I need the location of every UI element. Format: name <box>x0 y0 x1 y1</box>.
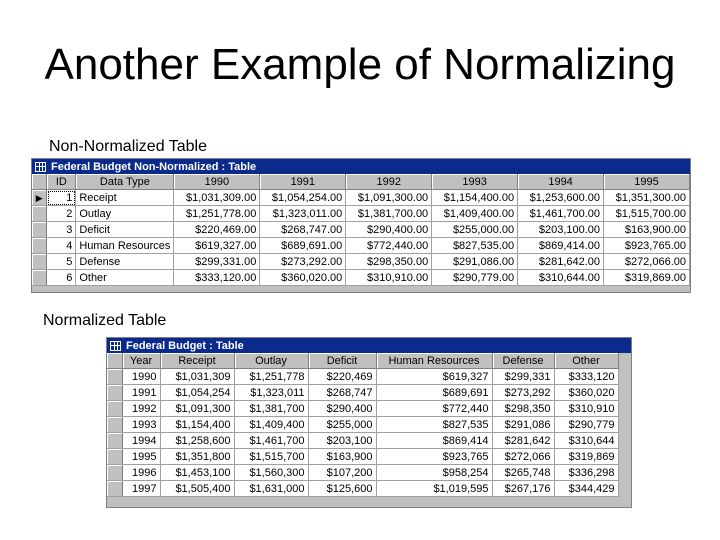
amount-cell[interactable]: $360,020 <box>554 385 618 401</box>
year-cell[interactable]: 1996 <box>122 465 160 481</box>
record-selector[interactable] <box>107 465 122 481</box>
amount-cell[interactable]: $299,331.00 <box>174 254 260 270</box>
table-icon <box>110 341 121 351</box>
amount-cell[interactable]: $827,535 <box>376 417 492 433</box>
amount-cell[interactable]: $291,086.00 <box>432 254 518 270</box>
column-header[interactable]: Receipt <box>160 353 234 369</box>
amount-cell[interactable]: $1,453,100 <box>160 465 234 481</box>
amount-cell[interactable]: $1,154,400 <box>160 417 234 433</box>
record-selector[interactable] <box>107 417 122 433</box>
amount-cell[interactable]: $1,409,400.00 <box>432 206 518 222</box>
table-row[interactable] <box>107 385 618 401</box>
amount-cell[interactable]: $281,642 <box>492 433 554 449</box>
id-cell[interactable]: 6 <box>47 270 76 286</box>
select-all-corner[interactable] <box>32 174 47 190</box>
year-cell[interactable]: 1993 <box>122 417 160 433</box>
record-selector[interactable] <box>32 238 47 254</box>
amount-cell[interactable]: $1,505,400 <box>160 481 234 497</box>
record-selector[interactable] <box>107 385 122 401</box>
amount-cell[interactable]: $958,254 <box>376 465 492 481</box>
column-header[interactable]: Other <box>554 353 618 369</box>
amount-cell[interactable]: $1,461,700 <box>234 433 308 449</box>
non-normalized-window-title: Federal Budget Non-Normalized : Table <box>51 160 257 173</box>
table-icon <box>35 162 46 172</box>
non-normalized-table-window[interactable] <box>31 158 691 293</box>
amount-cell[interactable]: $273,292 <box>492 385 554 401</box>
amount-cell[interactable]: $333,120 <box>554 369 618 385</box>
normalized-titlebar[interactable] <box>107 338 631 353</box>
amount-cell[interactable]: $1,461,700.00 <box>518 206 604 222</box>
amount-cell[interactable]: $268,747 <box>308 385 376 401</box>
amount-cell[interactable]: $319,869 <box>554 449 618 465</box>
amount-cell[interactable]: $360,020.00 <box>260 270 346 286</box>
record-selector[interactable] <box>107 369 122 385</box>
amount-cell[interactable]: $923,765 <box>376 449 492 465</box>
amount-cell[interactable]: $291,086 <box>492 417 554 433</box>
year-cell[interactable]: 1991 <box>122 385 160 401</box>
normalized-grid <box>107 353 619 497</box>
data-type-cell[interactable]: Receipt <box>76 190 174 206</box>
amount-cell[interactable]: $107,200 <box>308 465 376 481</box>
amount-cell[interactable]: $310,644.00 <box>518 270 604 286</box>
amount-cell[interactable]: $869,414 <box>376 433 492 449</box>
amount-cell[interactable]: $290,400.00 <box>346 222 432 238</box>
amount-cell[interactable]: $1,515,700 <box>234 449 308 465</box>
amount-cell[interactable]: $290,779 <box>554 417 618 433</box>
amount-cell[interactable]: $298,350.00 <box>346 254 432 270</box>
amount-cell[interactable]: $689,691.00 <box>260 238 346 254</box>
table-row[interactable] <box>32 270 690 286</box>
amount-cell[interactable]: $344,429 <box>554 481 618 497</box>
amount-cell[interactable]: $1,091,300 <box>160 401 234 417</box>
table-row[interactable] <box>32 190 690 206</box>
data-type-cell[interactable]: Defense <box>76 254 174 270</box>
record-selector[interactable] <box>107 401 122 417</box>
amount-cell[interactable]: $299,331 <box>492 369 554 385</box>
amount-cell[interactable]: $1,031,309.00 <box>174 190 260 206</box>
id-cell[interactable]: 5 <box>47 254 76 270</box>
record-selector[interactable] <box>107 481 122 497</box>
year-cell[interactable]: 1992 <box>122 401 160 417</box>
year-cell[interactable]: 1994 <box>122 433 160 449</box>
amount-cell[interactable]: $1,154,400.00 <box>432 190 518 206</box>
table-row[interactable] <box>107 465 618 481</box>
table-row[interactable] <box>107 417 618 433</box>
amount-cell[interactable]: $1,381,700 <box>234 401 308 417</box>
column-header[interactable]: Year <box>122 353 160 369</box>
amount-cell[interactable]: $267,176 <box>492 481 554 497</box>
non-normalized-label: Non-Normalized Table <box>49 138 207 155</box>
table-row[interactable] <box>107 449 618 465</box>
table-row[interactable] <box>32 238 690 254</box>
data-type-cell[interactable]: Other <box>76 270 174 286</box>
amount-cell[interactable]: $203,100 <box>308 433 376 449</box>
amount-cell[interactable]: $255,000 <box>308 417 376 433</box>
record-selector[interactable] <box>32 222 47 238</box>
amount-cell[interactable]: $1,251,778.00 <box>174 206 260 222</box>
id-cell[interactable]: 2 <box>47 206 76 222</box>
column-header[interactable]: Defense <box>492 353 554 369</box>
amount-cell[interactable]: $1,515,700.00 <box>604 206 690 222</box>
amount-cell[interactable]: $1,251,778 <box>234 369 308 385</box>
id-cell[interactable]: 1 <box>47 190 76 206</box>
amount-cell[interactable]: $255,000.00 <box>432 222 518 238</box>
select-all-corner[interactable] <box>107 353 122 369</box>
column-header[interactable]: Outlay <box>234 353 308 369</box>
column-header[interactable]: 1992 <box>346 174 432 190</box>
amount-cell[interactable]: $310,910.00 <box>346 270 432 286</box>
amount-cell[interactable]: $290,779.00 <box>432 270 518 286</box>
non-normalized-titlebar[interactable] <box>32 159 690 174</box>
record-selector[interactable] <box>32 254 47 270</box>
id-cell[interactable]: 4 <box>47 238 76 254</box>
year-cell[interactable]: 1997 <box>122 481 160 497</box>
amount-cell[interactable]: $310,644 <box>554 433 618 449</box>
table-row[interactable] <box>107 401 618 417</box>
amount-cell[interactable]: $163,900.00 <box>604 222 690 238</box>
amount-cell[interactable]: $827,535.00 <box>432 238 518 254</box>
record-selector[interactable] <box>107 449 122 465</box>
amount-cell[interactable]: $220,469.00 <box>174 222 260 238</box>
amount-cell[interactable]: $1,091,300.00 <box>346 190 432 206</box>
amount-cell[interactable]: $1,351,800 <box>160 449 234 465</box>
amount-cell[interactable]: $333,120.00 <box>174 270 260 286</box>
year-cell[interactable]: 1995 <box>122 449 160 465</box>
normalized-window-title: Federal Budget : Table <box>126 339 244 352</box>
non-normalized-header-row <box>32 174 690 190</box>
amount-cell[interactable]: $1,351,300.00 <box>604 190 690 206</box>
amount-cell[interactable]: $220,469 <box>308 369 376 385</box>
column-header[interactable]: 1995 <box>604 174 690 190</box>
column-header[interactable]: 1991 <box>260 174 346 190</box>
amount-cell[interactable]: $273,292.00 <box>260 254 346 270</box>
normalized-header-row <box>107 353 618 369</box>
column-header[interactable]: 1994 <box>518 174 604 190</box>
table-row[interactable] <box>32 222 690 238</box>
amount-cell[interactable]: $272,066.00 <box>604 254 690 270</box>
table-row[interactable] <box>107 481 618 497</box>
amount-cell[interactable]: $1,323,011 <box>234 385 308 401</box>
amount-cell[interactable]: $619,327.00 <box>174 238 260 254</box>
table-row[interactable] <box>107 433 618 449</box>
amount-cell[interactable]: $869,414.00 <box>518 238 604 254</box>
amount-cell[interactable]: $1,031,309 <box>160 369 234 385</box>
amount-cell[interactable]: $1,054,254.00 <box>260 190 346 206</box>
amount-cell[interactable]: $1,258,600 <box>160 433 234 449</box>
table-row[interactable] <box>32 254 690 270</box>
data-type-cell[interactable]: Outlay <box>76 206 174 222</box>
column-header[interactable]: ID <box>47 174 76 190</box>
record-selector[interactable] <box>107 433 122 449</box>
amount-cell[interactable]: $272,066 <box>492 449 554 465</box>
record-selector[interactable] <box>32 270 47 286</box>
record-selector-arrow-icon: ▶ <box>35 192 43 203</box>
column-header[interactable]: 1990 <box>174 174 260 190</box>
amount-cell[interactable]: $1,631,000 <box>234 481 308 497</box>
amount-cell[interactable]: $1,019,595 <box>376 481 492 497</box>
amount-cell[interactable]: $1,560,300 <box>234 465 308 481</box>
amount-cell[interactable]: $1,409,400 <box>234 417 308 433</box>
column-header[interactable]: 1993 <box>432 174 518 190</box>
amount-cell[interactable]: $923,765.00 <box>604 238 690 254</box>
amount-cell[interactable]: $281,642.00 <box>518 254 604 270</box>
amount-cell[interactable]: $619,327 <box>376 369 492 385</box>
amount-cell[interactable]: $298,350 <box>492 401 554 417</box>
amount-cell[interactable]: $319,869.00 <box>604 270 690 286</box>
amount-cell[interactable]: $203,100.00 <box>518 222 604 238</box>
column-header[interactable]: Data Type <box>76 174 174 190</box>
amount-cell[interactable]: $125,600 <box>308 481 376 497</box>
normalized-table-window[interactable] <box>106 337 632 508</box>
amount-cell[interactable]: $163,900 <box>308 449 376 465</box>
id-cell[interactable]: 3 <box>47 222 76 238</box>
column-header[interactable]: Deficit <box>308 353 376 369</box>
amount-cell[interactable]: $689,691 <box>376 385 492 401</box>
amount-cell[interactable]: $310,910 <box>554 401 618 417</box>
record-selector[interactable] <box>32 190 47 206</box>
data-type-cell[interactable]: Deficit <box>76 222 174 238</box>
amount-cell[interactable]: $1,054,254 <box>160 385 234 401</box>
amount-cell[interactable]: $1,253,600.00 <box>518 190 604 206</box>
amount-cell[interactable]: $290,400 <box>308 401 376 417</box>
non-normalized-grid <box>32 174 690 286</box>
amount-cell[interactable]: $1,381,700.00 <box>346 206 432 222</box>
table-row[interactable] <box>107 369 618 385</box>
data-type-cell[interactable]: Human Resources <box>76 238 174 254</box>
amount-cell[interactable]: $772,440.00 <box>346 238 432 254</box>
slide-title: Another Example of Normalizing <box>44 40 676 89</box>
table-row[interactable] <box>32 206 690 222</box>
column-header[interactable]: Human Resources <box>376 353 492 369</box>
normalized-label: Normalized Table <box>43 312 167 329</box>
amount-cell[interactable]: $1,323,011.00 <box>260 206 346 222</box>
year-cell[interactable]: 1990 <box>122 369 160 385</box>
amount-cell[interactable]: $265,748 <box>492 465 554 481</box>
amount-cell[interactable]: $336,298 <box>554 465 618 481</box>
amount-cell[interactable]: $268,747.00 <box>260 222 346 238</box>
record-selector[interactable] <box>32 206 47 222</box>
amount-cell[interactable]: $772,440 <box>376 401 492 417</box>
